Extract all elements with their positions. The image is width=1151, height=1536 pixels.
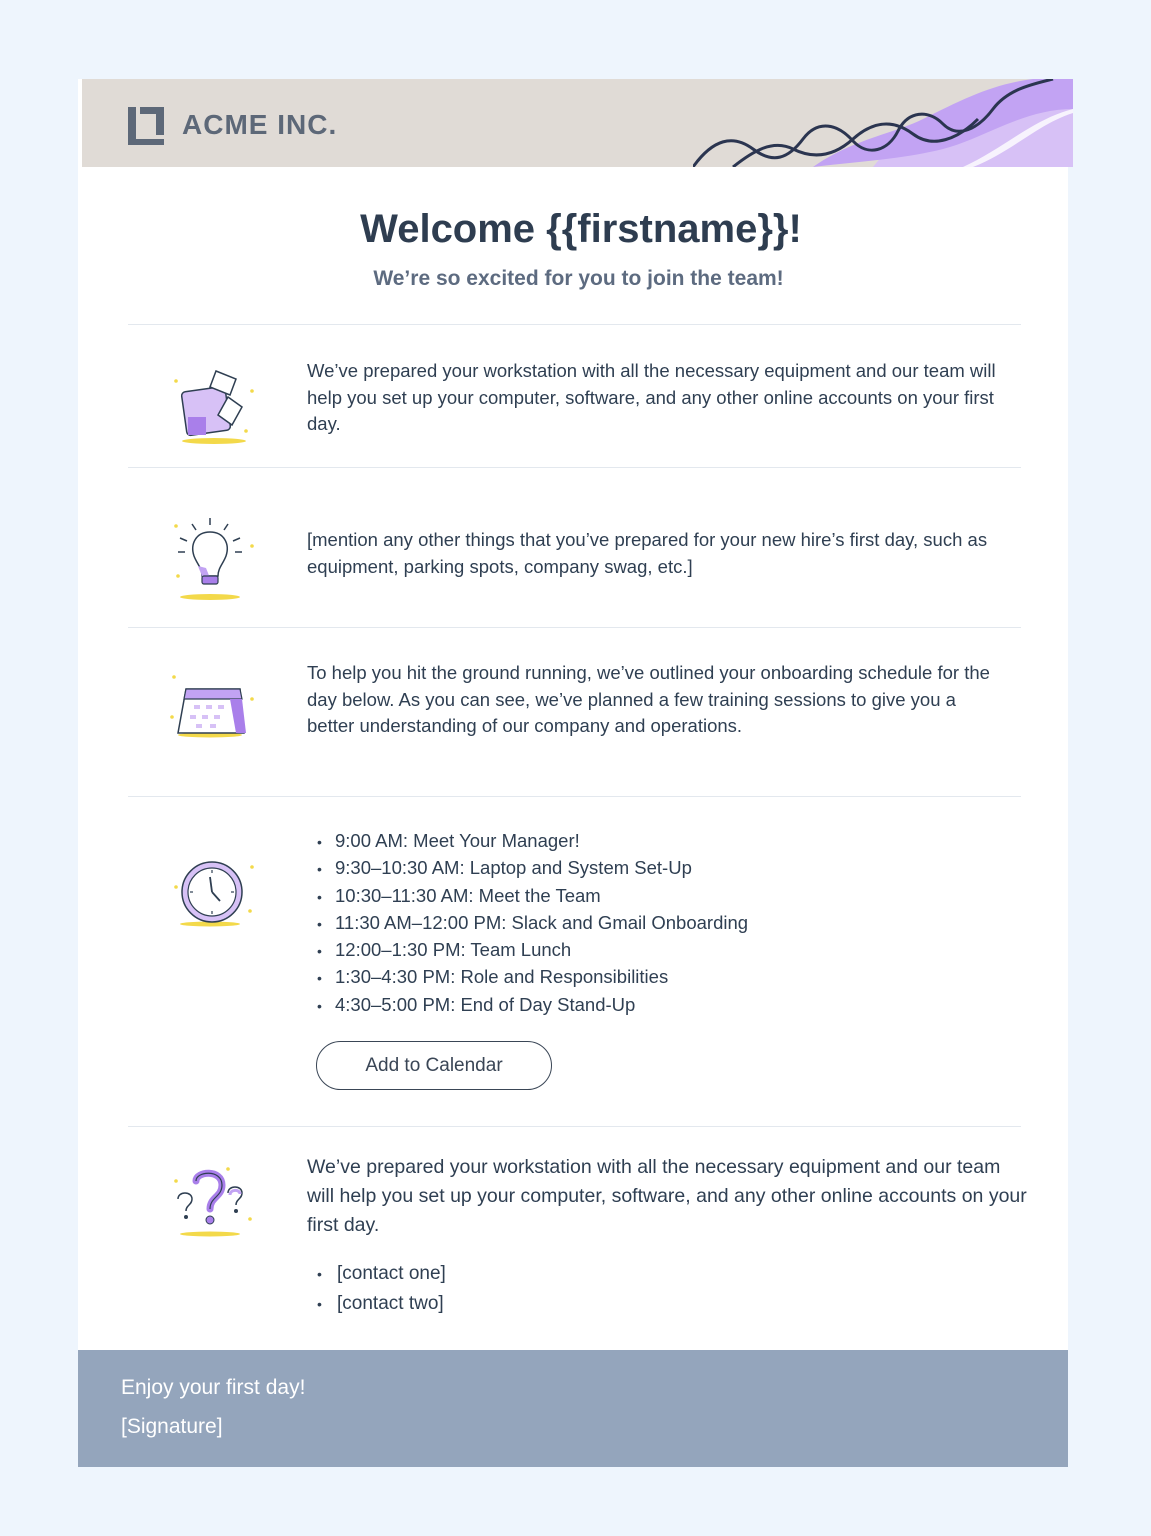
contact-item: • [contact two] [317, 1289, 446, 1319]
acme-logo-icon [126, 105, 166, 147]
schedule-list [317, 828, 748, 1019]
contact-list [317, 1259, 446, 1319]
divider [128, 627, 1021, 628]
company-name: ACME INC. [182, 109, 338, 140]
schedule-item: • 9:00 AM: Meet Your Manager! [317, 828, 748, 855]
divider [128, 796, 1021, 797]
schedule-item: • 4:30–5:00 PM: End of Day Stand-Up [317, 992, 748, 1019]
clock-icon [166, 847, 262, 943]
add-to-calendar-button[interactable]: Add to Calendar [316, 1041, 552, 1090]
page-subtitle: We’re so excited for you to join the team! [373, 267, 784, 290]
section-text: [mention any other things that you’ve prepared for your new hire’s first day, such as equipment, parking spots, company swag, etc.] [307, 529, 988, 577]
decorative-wave-icon [693, 79, 1073, 167]
divider [128, 467, 1021, 468]
schedule-item: • 11:30 AM–12:00 PM: Slack and Gmail Onboarding [317, 910, 748, 937]
email-card [78, 79, 1068, 1467]
section-text: To help you hit the ground running, we’ve outlined your onboarding schedule for the day below. As you can see, we’ve planned a few training sessions to give you a better understanding of our company and operations. [307, 662, 990, 736]
schedule-item: • 9:30–10:30 AM: Laptop and System Set-Up [317, 855, 748, 882]
divider [128, 324, 1021, 325]
email-footer [78, 1350, 1068, 1467]
schedule-item: • 10:30–11:30 AM: Meet the Team [317, 883, 748, 910]
divider [128, 1126, 1021, 1127]
question-marks-icon [166, 1159, 262, 1255]
puzzle-icon [166, 361, 262, 457]
lightbulb-icon [166, 516, 262, 612]
schedule-item: • 12:00–1:30 PM: Team Lunch [317, 937, 748, 964]
email-header [82, 79, 1073, 167]
section-text: We’ve prepared your workstation with all the necessary equipment and our team will help you set up your computer, software, and any other online accounts on your first day. [307, 1156, 1027, 1236]
section-text: We’ve prepared your workstation with all the necessary equipment and our team will help you set up your computer, software, and any other online accounts on your first day. [307, 360, 996, 434]
contact-item: • [contact one] [317, 1259, 446, 1289]
closing-line: Enjoy your first day! [121, 1376, 306, 1399]
signature: [Signature] [121, 1415, 223, 1438]
page-title: Welcome {{firstname}}! [360, 207, 802, 251]
schedule-item: • 1:30–4:30 PM: Role and Responsibilities [317, 964, 748, 991]
calendar-icon [166, 669, 262, 765]
